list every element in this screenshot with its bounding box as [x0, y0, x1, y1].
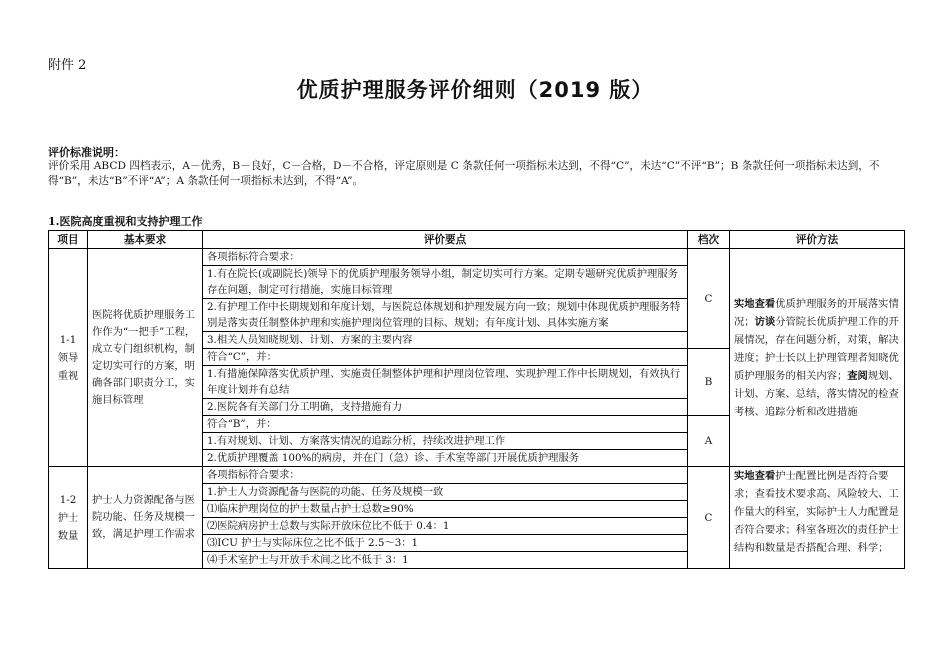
point-cell: ⑴临床护理岗位的护士数量占护士总数≥90%	[203, 501, 688, 518]
header-item: 项目	[49, 231, 88, 249]
grade-cell: C	[688, 249, 730, 349]
method-text: 护士配置比例是否符合要求；查看技术要求高、风险较大、工作量大的科室，实际护士人力配置是否符合要求；科室各班次的责任护士结构和数量是否搭配合理、科学；	[734, 470, 899, 554]
header-method: 评价方法	[730, 231, 905, 249]
table-row	[49, 467, 905, 484]
point-cell: 各项指标符合要求：	[203, 467, 688, 484]
point-cell: ⑶ICU 护士与实际床位之比不低于 2.5～3：1	[203, 535, 688, 552]
grade-cell: B	[688, 349, 730, 416]
point-cell: 2.医院各有关部门分工明确，支持措施有力	[203, 399, 688, 416]
item-code: 1-2	[59, 493, 77, 506]
method-keyword: 实地查看	[734, 470, 776, 482]
item-name-cell	[49, 467, 88, 569]
point-cell: 符合“C”，并：	[203, 349, 688, 366]
evaluation-table	[48, 230, 905, 569]
point-cell: ⑷手术室护士与开放手术间之比不低于 3：1	[203, 552, 688, 569]
header-points: 评价要点	[203, 231, 688, 249]
item-name-cell	[49, 249, 88, 467]
point-cell: 2.优质护理覆盖 100%的病房，并在门（急）诊、手术室等部门开展优质护理服务	[203, 450, 688, 467]
point-cell: 3.相关人员知晓规划、计划、方案的主要内容	[203, 332, 688, 349]
item-name-line1: 领导	[57, 351, 79, 364]
item-name-line1: 护士	[57, 511, 79, 524]
method-text: 规划、计划、方案、总结，落实情况的检查考核、追踪分析和改进措施	[734, 369, 899, 418]
item-name-line2: 数量	[57, 529, 79, 542]
point-cell: 1.护士人力资源配备与医院的功能、任务及规模一致	[203, 484, 688, 501]
criteria-label: 评价标准说明：	[48, 146, 125, 159]
requirement-cell: 护士人力资源配备与医院功能、任务及规模一致，满足护理工作需求	[88, 467, 203, 569]
point-cell: 1.有在院长(或副院长)领导下的优质护理服务领导小组，制定切实可行方案。定期专题研究优质护理服务存在问题，制定可行措施，实施目标管理	[203, 266, 688, 299]
point-cell: 各项指标符合要求：	[203, 249, 688, 266]
method-keyword: 访谈	[754, 315, 776, 328]
method-text: 分管院长优质护理工作的开展情况，存在问题分析，对策，解决进度；护士长以上护理管理者知晓优质护理服务的相关内容；	[734, 315, 899, 382]
header-requirement: 基本要求	[88, 231, 203, 249]
point-cell: ⑵医院病房护士总数与实际开放床位比不低于 0.4：1	[203, 518, 688, 535]
point-cell: 2.有护理工作中长期规划和年度计划，与医院总体规划和护理发展方向一致；规划中体现优质护理服务特别是落实责任制整体护理和实施护理岗位管理的目标、规划；有年度计划、具体实施方案	[203, 299, 688, 332]
method-text: 优质护理服务的开展落实情况；	[734, 297, 899, 328]
method-cell	[730, 467, 905, 569]
criteria-description: 评价采用 ABCD 四档表示，A－优秀，B－良好，C－合格，D－不合格，评定原则是 C 条款任何一项指标未达到，不得“C”，未达“C”不评“B”；B 条款任何一项指标未达到，不得“B”，未达“B”不评“A”；A 条款任何一项指标未达到，不得“A”。	[48, 160, 880, 187]
grade-cell: A	[688, 416, 730, 467]
item-name-line2: 重视	[57, 369, 79, 382]
point-cell: 1.有措施保障落实优质护理、实施责任制整体护理和护理岗位管理、实现护理工作中长期规划，有效执行年度计划并有总结	[203, 366, 688, 399]
grade-cell: C	[688, 467, 730, 569]
header-grade: 档次	[688, 231, 730, 249]
table-row	[49, 249, 905, 266]
attachment-label: 附件 2	[48, 58, 87, 73]
requirement-cell: 医院将优质护理服务工作作为“一把手”工程，成立专门组织机构，制定切实可行的方案，明确各部门职责分工，实施目标管理	[88, 249, 203, 467]
section-heading: 1.医院高度重视和支持护理工作	[48, 215, 203, 228]
item-code: 1-1	[59, 333, 77, 346]
table-header-row	[49, 231, 905, 249]
method-keyword: 查阅	[847, 369, 868, 382]
point-cell: 1.有对规划、计划、方案落实情况的追踪分析，持续改进护理工作	[203, 433, 688, 450]
method-cell	[730, 249, 905, 467]
document-title: 优质护理服务评价细则（2019 版）	[296, 78, 654, 102]
method-keyword: 实地查看	[734, 297, 776, 310]
point-cell: 符合“B”，并：	[203, 416, 688, 433]
